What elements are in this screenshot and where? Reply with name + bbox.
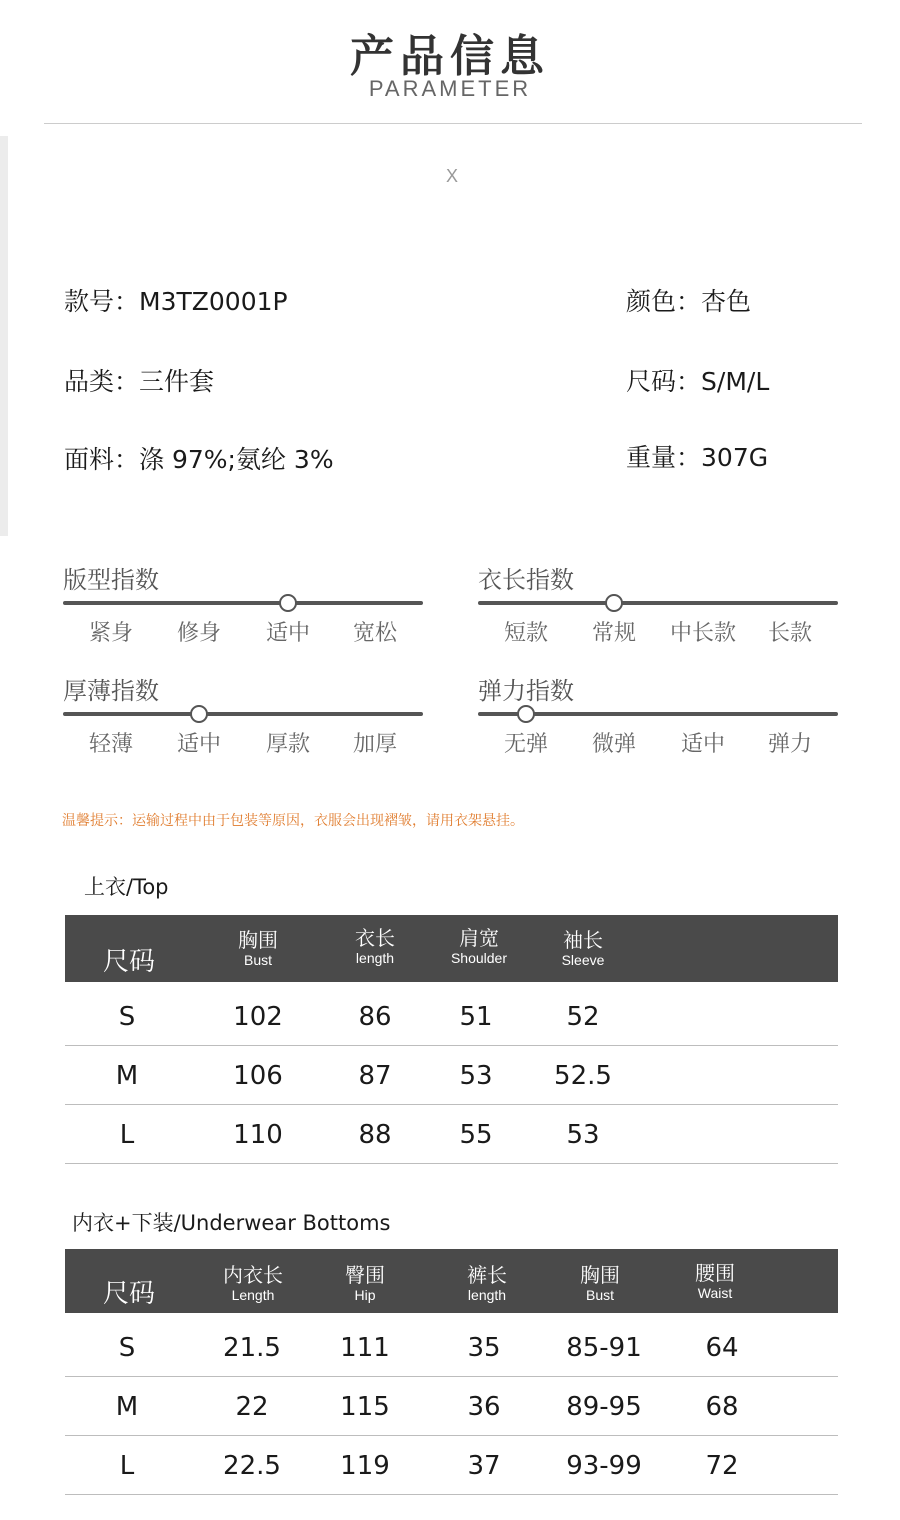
thickness-index-knob[interactable] <box>190 705 208 723</box>
table-cell: M <box>115 1392 139 1422</box>
col-header-en: Bust <box>585 1287 614 1303</box>
length-index-knob[interactable] <box>605 594 623 612</box>
bottom-table-col-header <box>655 1261 775 1301</box>
table-cell: 36 <box>467 1392 501 1422</box>
col-header-cn: 裤长 <box>467 1263 507 1287</box>
thickness-index-option: 加厚 <box>352 732 397 757</box>
col-header-en: Hip <box>354 1287 376 1303</box>
table-cell: 106 <box>233 1061 283 1091</box>
fit-index-option: 适中 <box>265 621 310 646</box>
thickness-index-option: 轻薄 <box>88 732 133 757</box>
col-header-cn: 衣长 <box>355 926 395 950</box>
table-row <box>65 987 838 1046</box>
elasticity-index-option: 无弹 <box>503 732 548 757</box>
table-row <box>65 1377 838 1436</box>
table-row <box>65 1046 838 1105</box>
length-index-option: 常规 <box>591 621 636 646</box>
table-cell: 35 <box>467 1333 501 1363</box>
info-color <box>626 282 751 318</box>
col-header-en: Sleeve <box>561 952 605 968</box>
top-table-col-header <box>315 926 435 966</box>
info-color-value: 杏色 <box>701 287 752 316</box>
info-size <box>626 362 769 398</box>
table-cell: 53 <box>459 1061 493 1091</box>
elasticity-index-option: 微弹 <box>591 732 636 757</box>
table-cell: 72 <box>705 1451 739 1481</box>
info-category-label: 品类 ： <box>64 367 139 396</box>
page-subtitle: PARAMETER <box>368 76 532 101</box>
fit-index-track <box>63 601 423 605</box>
col-header-cn: 臀围 <box>345 1263 385 1287</box>
table-cell: 55 <box>459 1120 493 1150</box>
length-index-option: 中长款 <box>669 621 736 646</box>
elasticity-index-knob[interactable] <box>517 705 535 723</box>
thickness-index-track <box>63 712 423 716</box>
top-table-size-header: 尺码 <box>103 947 156 977</box>
table-cell: 115 <box>340 1392 390 1422</box>
length-index-title: 衣长指数 <box>478 566 574 594</box>
fit-index-option: 宽松 <box>352 621 397 646</box>
thickness-index-option: 厚款 <box>265 732 310 757</box>
info-weight-value: 307G <box>701 443 769 472</box>
close-icon[interactable]: X <box>445 166 458 186</box>
length-index-option: 长款 <box>767 621 812 646</box>
length-index <box>478 560 838 650</box>
elasticity-index-option: 弹力 <box>767 732 812 757</box>
table-cell: 87 <box>358 1061 392 1091</box>
info-size-value: S/M/L <box>701 367 770 396</box>
table-cell: 111 <box>340 1333 390 1363</box>
col-header-en: Waist <box>697 1285 733 1301</box>
col-header-en: Length <box>231 1287 275 1303</box>
thickness-index-title: 厚薄指数 <box>63 677 159 705</box>
table-cell: 64 <box>705 1333 739 1363</box>
col-header-en: length <box>355 950 395 966</box>
top-table-header <box>65 915 838 982</box>
care-tip: 温馨提示：运输过程中由于包装等原因，衣服会出现褶皱，请用衣架悬挂。 <box>62 813 524 829</box>
table-cell: 22.5 <box>223 1451 281 1481</box>
fit-index-title: 版型指数 <box>63 566 159 594</box>
table-row <box>65 1105 838 1164</box>
fit-index-option: 紧身 <box>88 621 133 646</box>
info-fabric-label: 面料 ： <box>64 445 139 474</box>
table-cell: 21.5 <box>223 1333 281 1363</box>
col-header-en: length <box>467 1287 507 1303</box>
table-cell: M <box>115 1061 139 1091</box>
table-cell: 119 <box>340 1451 390 1481</box>
col-header-cn: 胸围 <box>580 1263 620 1287</box>
table-cell: 110 <box>233 1120 283 1150</box>
fit-index <box>63 560 423 650</box>
thickness-index-option: 适中 <box>176 732 221 757</box>
bottom-table-col-header <box>540 1263 660 1303</box>
table-cell: 89-95 <box>566 1392 642 1422</box>
top-table-col-header <box>523 928 643 968</box>
info-style-no <box>64 282 288 318</box>
col-header-en: Bust <box>243 952 272 968</box>
info-style-no-value: M3TZ0001P <box>139 287 288 316</box>
bottom-table-col-header <box>427 1263 547 1303</box>
elasticity-index <box>478 671 838 761</box>
table-cell: 86 <box>358 1002 392 1032</box>
table-cell: S <box>118 1002 136 1032</box>
table-cell: 102 <box>233 1002 283 1032</box>
info-weight-label: 重量 ： <box>626 443 701 472</box>
col-header-cn: 胸围 <box>238 928 278 952</box>
info-style-no-label: 款号 ： <box>64 287 139 316</box>
table-cell: 53 <box>566 1120 600 1150</box>
table-cell: 68 <box>705 1392 739 1422</box>
table-cell: 85-91 <box>566 1333 642 1363</box>
top-table-title: 上衣/Top <box>84 875 169 899</box>
info-category <box>64 362 214 398</box>
elasticity-index-title: 弹力指数 <box>478 677 574 705</box>
table-cell: L <box>119 1451 135 1481</box>
info-weight <box>626 438 768 474</box>
table-cell: 37 <box>467 1451 501 1481</box>
info-size-label: 尺码 ： <box>626 367 701 396</box>
col-header-en: Shoulder <box>450 950 508 966</box>
table-row <box>65 1436 838 1495</box>
col-header-cn: 肩宽 <box>459 926 499 950</box>
header-divider <box>44 123 862 124</box>
table-cell: 52 <box>566 1002 600 1032</box>
top-table-col-header <box>198 928 318 968</box>
info-fabric <box>64 440 334 476</box>
top-table-col-header <box>419 926 539 966</box>
fit-index-knob[interactable] <box>279 594 297 612</box>
table-cell: 88 <box>358 1120 392 1150</box>
table-cell: 22 <box>235 1392 269 1422</box>
col-header-cn: 腰围 <box>695 1261 735 1285</box>
bottom-table-col-header <box>305 1263 425 1303</box>
col-header-cn: 内衣长 <box>223 1263 283 1287</box>
bottom-table-col-header <box>193 1263 313 1303</box>
bottom-table-size-header: 尺码 <box>103 1279 156 1309</box>
table-cell: 93-99 <box>566 1451 642 1481</box>
table-cell: L <box>119 1120 135 1150</box>
bottom-table-header <box>65 1249 838 1313</box>
length-index-option: 短款 <box>503 621 548 646</box>
col-header-cn: 袖长 <box>563 928 603 952</box>
table-cell: S <box>118 1333 136 1363</box>
page-title: 产品信息 <box>350 31 550 82</box>
info-color-label: 颜色 ： <box>626 287 701 316</box>
table-cell: 52.5 <box>554 1061 612 1091</box>
thickness-index <box>63 671 423 761</box>
info-fabric-value: 涤 97%;氨纶 3% <box>139 445 334 474</box>
fit-index-option: 修身 <box>176 621 221 646</box>
table-cell: 51 <box>459 1002 493 1032</box>
elasticity-index-option: 适中 <box>680 732 725 757</box>
info-category-value: 三件套 <box>139 367 215 396</box>
length-index-track <box>478 601 838 605</box>
left-edge-bar <box>0 136 8 536</box>
table-row <box>65 1318 838 1377</box>
bottom-table-title: 内衣+下装/Underwear Bottoms <box>72 1211 391 1235</box>
